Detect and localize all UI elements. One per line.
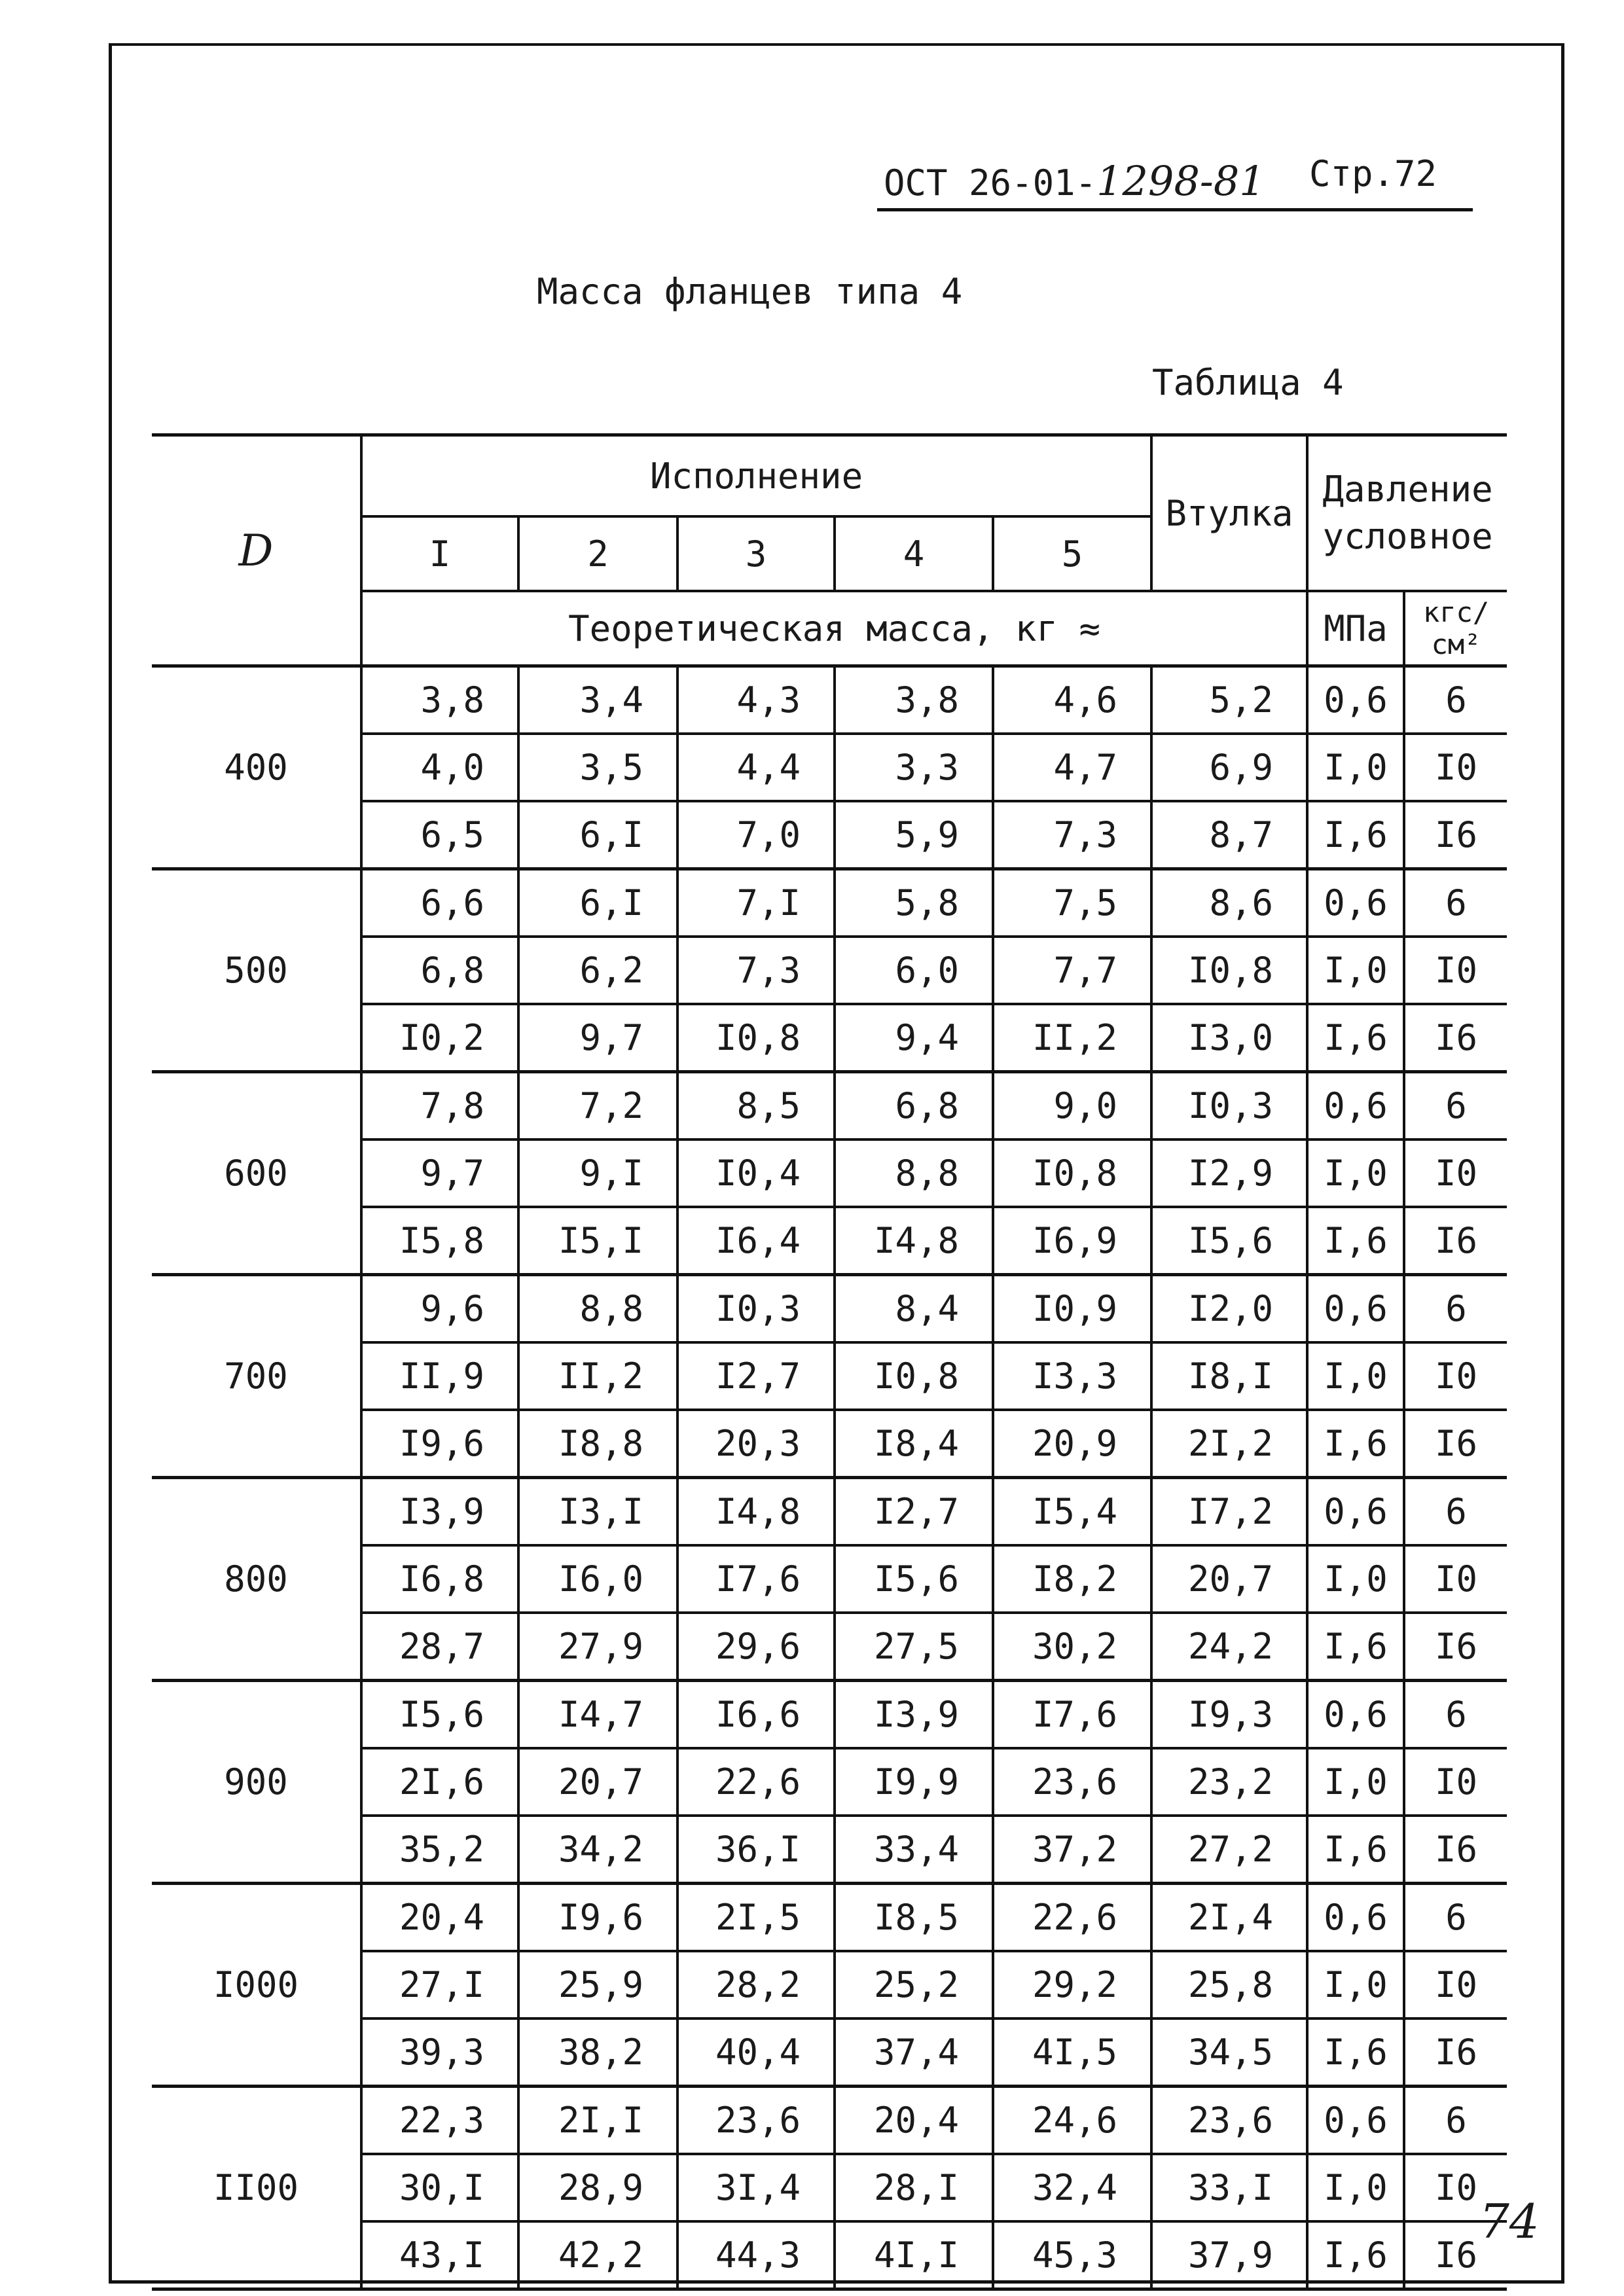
mass-ispolnenie-2-cell: 3,5 xyxy=(518,734,677,801)
mass-vtulka-cell: 27,2 xyxy=(1151,1816,1307,1884)
pressure-kgf-cell: 6 xyxy=(1404,1072,1507,1140)
mass-ispolnenie-3-cell: I0,4 xyxy=(677,1139,835,1207)
mass-vtulka-cell: I2,0 xyxy=(1151,1275,1307,1343)
col-header-2: 2 xyxy=(518,516,677,591)
mass-ispolnenie-2-cell: I3,I xyxy=(518,1478,677,1546)
mass-ispolnenie-1-cell: II,9 xyxy=(361,1342,518,1410)
mass-ispolnenie-1-cell: 9,7 xyxy=(361,1139,518,1207)
mass-ispolnenie-4-cell: 8,4 xyxy=(835,1275,993,1343)
document-title: Масса фланцев типа 4 xyxy=(537,271,963,312)
mass-ispolnenie-4-cell: 6,0 xyxy=(835,937,993,1004)
table-row xyxy=(152,666,1507,734)
mass-vtulka-cell: I0,3 xyxy=(1151,1072,1307,1140)
mass-ispolnenie-2-cell: 3,4 xyxy=(518,666,677,734)
mass-vtulka-cell: 8,6 xyxy=(1151,869,1307,937)
mass-ispolnenie-4-cell: I9,9 xyxy=(835,1748,993,1816)
mass-ispolnenie-2-cell: I8,8 xyxy=(518,1410,677,1478)
pressure-mpa-cell: I,6 xyxy=(1307,2018,1404,2087)
mass-ispolnenie-4-cell: 3,3 xyxy=(835,734,993,801)
mass-ispolnenie-1-cell: 20,4 xyxy=(361,1884,518,1952)
mass-ispolnenie-4-cell: 27,5 xyxy=(835,1613,993,1681)
mass-ispolnenie-5-cell: 7,5 xyxy=(993,869,1151,937)
mass-ispolnenie-4-cell: 25,2 xyxy=(835,1951,993,2018)
diameter-cell: 900 xyxy=(152,1681,361,1884)
mass-ispolnenie-5-cell: I8,2 xyxy=(993,1545,1151,1613)
mass-ispolnenie-2-cell: 34,2 xyxy=(518,1816,677,1884)
mass-ispolnenie-3-cell: I4,8 xyxy=(677,1478,835,1546)
table-row xyxy=(152,1072,1507,1140)
mass-ispolnenie-3-cell: 23,6 xyxy=(677,2087,835,2155)
mass-ispolnenie-3-cell: 7,3 xyxy=(677,937,835,1004)
mass-ispolnenie-5-cell: 23,6 xyxy=(993,1748,1151,1816)
col-header-5: 5 xyxy=(993,516,1151,591)
standard-number: ОСТ 26-01-1298-81 xyxy=(884,157,1265,205)
pressure-mpa-cell: I,6 xyxy=(1307,1613,1404,1681)
diameter-cell: II00 xyxy=(152,2087,361,2289)
mass-ispolnenie-2-cell: 25,9 xyxy=(518,1951,677,2018)
mass-ispolnenie-5-cell: 4,6 xyxy=(993,666,1151,734)
pressure-kgf-cell: 6 xyxy=(1404,1884,1507,1952)
mass-ispolnenie-5-cell: 7,7 xyxy=(993,937,1151,1004)
pressure-mpa-cell: I,0 xyxy=(1307,1342,1404,1410)
table-label: Таблица 4 xyxy=(1152,362,1344,403)
mass-ispolnenie-5-cell: 24,6 xyxy=(993,2087,1151,2155)
mass-ispolnenie-1-cell: 6,6 xyxy=(361,869,518,937)
mass-ispolnenie-2-cell: 6,2 xyxy=(518,937,677,1004)
diameter-cell: 500 xyxy=(152,869,361,1072)
mass-ispolnenie-5-cell: I3,3 xyxy=(993,1342,1151,1410)
mass-ispolnenie-1-cell: 22,3 xyxy=(361,2087,518,2155)
diameter-cell: 800 xyxy=(152,1478,361,1681)
mass-ispolnenie-2-cell: 38,2 xyxy=(518,2018,677,2087)
mass-ispolnenie-3-cell: 7,0 xyxy=(677,801,835,869)
table-row xyxy=(152,2087,1507,2155)
pressure-kgf-cell: 6 xyxy=(1404,1275,1507,1343)
mass-ispolnenie-3-cell: I2,7 xyxy=(677,1342,835,1410)
mass-ispolnenie-4-cell: 9,4 xyxy=(835,1004,993,1072)
diameter-cell: 400 xyxy=(152,666,361,869)
mass-ispolnenie-2-cell: I6,0 xyxy=(518,1545,677,1613)
mass-ispolnenie-1-cell: 9,6 xyxy=(361,1275,518,1343)
mass-ispolnenie-5-cell: I7,6 xyxy=(993,1681,1151,1749)
flange-mass-table xyxy=(152,433,1507,2291)
pressure-mpa-cell: I,6 xyxy=(1307,2221,1404,2289)
mass-vtulka-cell: I3,0 xyxy=(1151,1004,1307,1072)
mass-ispolnenie-5-cell: I6,9 xyxy=(993,1207,1151,1275)
pressure-kgf-cell: I0 xyxy=(1404,2154,1507,2221)
pressure-kgf-cell: I0 xyxy=(1404,1139,1507,1207)
mass-ispolnenie-3-cell: 4,3 xyxy=(677,666,835,734)
pressure-mpa-cell: I,0 xyxy=(1307,1139,1404,1207)
mass-ispolnenie-3-cell: 28,2 xyxy=(677,1951,835,2018)
mass-vtulka-cell: 6,9 xyxy=(1151,734,1307,801)
pressure-kgf-cell: I0 xyxy=(1404,1545,1507,1613)
mass-ispolnenie-3-cell: 29,6 xyxy=(677,1613,835,1681)
mass-ispolnenie-5-cell: 37,2 xyxy=(993,1816,1151,1884)
mass-ispolnenie-2-cell: 9,7 xyxy=(518,1004,677,1072)
mass-ispolnenie-1-cell: 43,I xyxy=(361,2221,518,2289)
document-header xyxy=(877,149,1473,211)
mass-ispolnenie-1-cell: I5,6 xyxy=(361,1681,518,1749)
mass-ispolnenie-2-cell: II,2 xyxy=(518,1342,677,1410)
table-row xyxy=(152,1275,1507,1343)
pressure-mpa-cell: 0,6 xyxy=(1307,1072,1404,1140)
mass-ispolnenie-5-cell: I0,9 xyxy=(993,1275,1151,1343)
handwritten-page-mark: 74 xyxy=(1479,2194,1540,2249)
pressure-mpa-cell: I,0 xyxy=(1307,937,1404,1004)
mass-vtulka-cell: I5,6 xyxy=(1151,1207,1307,1275)
mass-ispolnenie-4-cell: 5,8 xyxy=(835,869,993,937)
pressure-mpa-cell: 0,6 xyxy=(1307,1275,1404,1343)
mass-ispolnenie-4-cell: I4,8 xyxy=(835,1207,993,1275)
mass-vtulka-cell: 25,8 xyxy=(1151,1951,1307,2018)
mass-ispolnenie-4-cell: I5,6 xyxy=(835,1545,993,1613)
mass-ispolnenie-1-cell: I5,8 xyxy=(361,1207,518,1275)
pressure-mpa-cell: I,0 xyxy=(1307,1748,1404,1816)
mass-ispolnenie-3-cell: I0,3 xyxy=(677,1275,835,1343)
mass-ispolnenie-3-cell: 44,3 xyxy=(677,2221,835,2289)
mass-vtulka-cell: I9,3 xyxy=(1151,1681,1307,1749)
pressure-kgf-cell: I6 xyxy=(1404,801,1507,869)
pressure-kgf-cell: I6 xyxy=(1404,2018,1507,2087)
pressure-mpa-cell: I,0 xyxy=(1307,1951,1404,2018)
pressure-mpa-cell: I,0 xyxy=(1307,734,1404,801)
mass-ispolnenie-1-cell: 35,2 xyxy=(361,1816,518,1884)
mass-ispolnenie-4-cell: 5,9 xyxy=(835,801,993,869)
mass-vtulka-cell: 5,2 xyxy=(1151,666,1307,734)
mass-ispolnenie-2-cell: 9,I xyxy=(518,1139,677,1207)
mass-ispolnenie-3-cell: 2I,5 xyxy=(677,1884,835,1952)
pressure-kgf-cell: I0 xyxy=(1404,937,1507,1004)
pressure-mpa-cell: 0,6 xyxy=(1307,1681,1404,1749)
mass-ispolnenie-1-cell: 27,I xyxy=(361,1951,518,2018)
mass-ispolnenie-1-cell: 6,8 xyxy=(361,937,518,1004)
mass-ispolnenie-5-cell: 29,2 xyxy=(993,1951,1151,2018)
pressure-kgf-cell: 6 xyxy=(1404,666,1507,734)
mass-vtulka-cell: 8,7 xyxy=(1151,801,1307,869)
mass-ispolnenie-3-cell: 7,I xyxy=(677,869,835,937)
table-row xyxy=(152,1884,1507,1952)
pressure-kgf-cell: I0 xyxy=(1404,1342,1507,1410)
diameter-cell: I000 xyxy=(152,1884,361,2087)
mass-ispolnenie-1-cell: 4,0 xyxy=(361,734,518,801)
table-row xyxy=(152,1681,1507,1749)
page-number: Стр.72 xyxy=(1309,153,1437,194)
pressure-mpa-cell: I,0 xyxy=(1307,2154,1404,2221)
table-row xyxy=(152,869,1507,937)
mass-ispolnenie-3-cell: 4,4 xyxy=(677,734,835,801)
mass-ispolnenie-2-cell: 42,2 xyxy=(518,2221,677,2289)
mass-ispolnenie-5-cell: 32,4 xyxy=(993,2154,1151,2221)
pressure-kgf-cell: I6 xyxy=(1404,1410,1507,1478)
mass-vtulka-cell: I8,I xyxy=(1151,1342,1307,1410)
mass-ispolnenie-3-cell: I0,8 xyxy=(677,1004,835,1072)
mass-vtulka-cell: 37,9 xyxy=(1151,2221,1307,2289)
mass-ispolnenie-3-cell: 40,4 xyxy=(677,2018,835,2087)
mass-ispolnenie-4-cell: 4I,I xyxy=(835,2221,993,2289)
mass-ispolnenie-5-cell: 4I,5 xyxy=(993,2018,1151,2087)
mass-ispolnenie-1-cell: 3,8 xyxy=(361,666,518,734)
mass-ispolnenie-4-cell: 20,4 xyxy=(835,2087,993,2155)
mass-vtulka-cell: 24,2 xyxy=(1151,1613,1307,1681)
diameter-cell: 600 xyxy=(152,1072,361,1275)
mass-ispolnenie-2-cell: 6,I xyxy=(518,801,677,869)
pressure-kgf-cell: 6 xyxy=(1404,1478,1507,1546)
mass-ispolnenie-3-cell: 20,3 xyxy=(677,1410,835,1478)
pressure-mpa-cell: I,0 xyxy=(1307,1545,1404,1613)
mass-ispolnenie-5-cell: 4,7 xyxy=(993,734,1151,801)
pressure-mpa-cell: I,6 xyxy=(1307,1207,1404,1275)
mass-ispolnenie-5-cell: 20,9 xyxy=(993,1410,1151,1478)
ispolnenie-header: Исполнение xyxy=(361,435,1151,517)
standard-number-handwritten: 1298-81 xyxy=(1096,157,1265,205)
pressure-mpa-cell: 0,6 xyxy=(1307,666,1404,734)
unit-kgf-cm2: кгс/см² xyxy=(1404,591,1507,666)
mass-ispolnenie-1-cell: 28,7 xyxy=(361,1613,518,1681)
mass-ispolnenie-3-cell: 22,6 xyxy=(677,1748,835,1816)
pressure-kgf-cell: I6 xyxy=(1404,2221,1507,2289)
pressure-kgf-cell: I0 xyxy=(1404,1748,1507,1816)
mass-ispolnenie-1-cell: 2I,6 xyxy=(361,1748,518,1816)
mass-vtulka-cell: 20,7 xyxy=(1151,1545,1307,1613)
pressure-mpa-cell: I,6 xyxy=(1307,1816,1404,1884)
mass-ispolnenie-4-cell: I8,5 xyxy=(835,1884,993,1952)
unit-mpa: МПа xyxy=(1307,591,1404,666)
theoretical-mass-header: Теоретическая масса, кг ≈ xyxy=(361,591,1307,666)
mass-ispolnenie-1-cell: I9,6 xyxy=(361,1410,518,1478)
mass-ispolnenie-1-cell: 6,5 xyxy=(361,801,518,869)
col-header-1: I xyxy=(361,516,518,591)
mass-ispolnenie-1-cell: I0,2 xyxy=(361,1004,518,1072)
col-header-3: 3 xyxy=(677,516,835,591)
mass-ispolnenie-4-cell: 8,8 xyxy=(835,1139,993,1207)
mass-ispolnenie-2-cell: 6,I xyxy=(518,869,677,937)
mass-vtulka-cell: 33,I xyxy=(1151,2154,1307,2221)
pressure-mpa-cell: I,6 xyxy=(1307,801,1404,869)
mass-ispolnenie-4-cell: 6,8 xyxy=(835,1072,993,1140)
mass-ispolnenie-2-cell: 20,7 xyxy=(518,1748,677,1816)
mass-vtulka-cell: I0,8 xyxy=(1151,937,1307,1004)
pressure-kgf-cell: I0 xyxy=(1404,734,1507,801)
col-header-4: 4 xyxy=(835,516,993,591)
mass-ispolnenie-4-cell: I0,8 xyxy=(835,1342,993,1410)
pressure-kgf-cell: 6 xyxy=(1404,869,1507,937)
col-d-header: D xyxy=(152,435,361,666)
mass-vtulka-cell: 23,2 xyxy=(1151,1748,1307,1816)
mass-ispolnenie-5-cell: II,2 xyxy=(993,1004,1151,1072)
mass-ispolnenie-1-cell: I6,8 xyxy=(361,1545,518,1613)
mass-ispolnenie-4-cell: 33,4 xyxy=(835,1816,993,1884)
mass-vtulka-cell: 2I,4 xyxy=(1151,1884,1307,1952)
mass-ispolnenie-1-cell: 7,8 xyxy=(361,1072,518,1140)
vtulka-header: Втулка xyxy=(1151,435,1307,592)
pressure-kgf-cell: I6 xyxy=(1404,1613,1507,1681)
pressure-kgf-cell: I0 xyxy=(1404,1951,1507,2018)
pressure-kgf-cell: 6 xyxy=(1404,2087,1507,2155)
mass-ispolnenie-2-cell: I4,7 xyxy=(518,1681,677,1749)
mass-ispolnenie-4-cell: I3,9 xyxy=(835,1681,993,1749)
table-row xyxy=(152,1478,1507,1546)
mass-ispolnenie-3-cell: I7,6 xyxy=(677,1545,835,1613)
mass-vtulka-cell: I2,9 xyxy=(1151,1139,1307,1207)
mass-ispolnenie-2-cell: 7,2 xyxy=(518,1072,677,1140)
mass-vtulka-cell: 34,5 xyxy=(1151,2018,1307,2087)
mass-ispolnenie-4-cell: I8,4 xyxy=(835,1410,993,1478)
mass-ispolnenie-4-cell: 28,I xyxy=(835,2154,993,2221)
mass-ispolnenie-1-cell: 30,I xyxy=(361,2154,518,2221)
mass-ispolnenie-3-cell: 8,5 xyxy=(677,1072,835,1140)
mass-ispolnenie-2-cell: I9,6 xyxy=(518,1884,677,1952)
mass-ispolnenie-1-cell: 39,3 xyxy=(361,2018,518,2087)
mass-ispolnenie-3-cell: I6,4 xyxy=(677,1207,835,1275)
mass-vtulka-cell: I7,2 xyxy=(1151,1478,1307,1546)
mass-ispolnenie-2-cell: 2I,I xyxy=(518,2087,677,2155)
mass-ispolnenie-5-cell: I0,8 xyxy=(993,1139,1151,1207)
mass-vtulka-cell: 2I,2 xyxy=(1151,1410,1307,1478)
mass-ispolnenie-5-cell: 22,6 xyxy=(993,1884,1151,1952)
mass-ispolnenie-5-cell: 9,0 xyxy=(993,1072,1151,1140)
mass-ispolnenie-3-cell: 3I,4 xyxy=(677,2154,835,2221)
pressure-mpa-cell: 0,6 xyxy=(1307,869,1404,937)
mass-ispolnenie-4-cell: 37,4 xyxy=(835,2018,993,2087)
pressure-mpa-cell: 0,6 xyxy=(1307,1884,1404,1952)
mass-ispolnenie-2-cell: I5,I xyxy=(518,1207,677,1275)
mass-ispolnenie-2-cell: 27,9 xyxy=(518,1613,677,1681)
pressure-kgf-cell: I6 xyxy=(1404,1816,1507,1884)
pressure-kgf-cell: I6 xyxy=(1404,1004,1507,1072)
pressure-mpa-cell: 0,6 xyxy=(1307,2087,1404,2155)
mass-vtulka-cell: 23,6 xyxy=(1151,2087,1307,2155)
mass-ispolnenie-4-cell: I2,7 xyxy=(835,1478,993,1546)
pressure-mpa-cell: I,6 xyxy=(1307,1410,1404,1478)
mass-ispolnenie-4-cell: 3,8 xyxy=(835,666,993,734)
pressure-kgf-cell: I6 xyxy=(1404,1207,1507,1275)
mass-ispolnenie-5-cell: I5,4 xyxy=(993,1478,1151,1546)
mass-ispolnenie-1-cell: I3,9 xyxy=(361,1478,518,1546)
mass-ispolnenie-3-cell: I6,6 xyxy=(677,1681,835,1749)
mass-ispolnenie-3-cell: 36,I xyxy=(677,1816,835,1884)
pressure-mpa-cell: 0,6 xyxy=(1307,1478,1404,1546)
pressure-mpa-cell: I,6 xyxy=(1307,1004,1404,1072)
diameter-cell: 700 xyxy=(152,1275,361,1478)
mass-ispolnenie-5-cell: 7,3 xyxy=(993,801,1151,869)
davlenie-header: Давление условное xyxy=(1307,435,1507,592)
mass-ispolnenie-5-cell: 30,2 xyxy=(993,1613,1151,1681)
pressure-kgf-cell: 6 xyxy=(1404,1681,1507,1749)
mass-ispolnenie-2-cell: 28,9 xyxy=(518,2154,677,2221)
mass-ispolnenie-5-cell: 45,3 xyxy=(993,2221,1151,2289)
mass-ispolnenie-2-cell: 8,8 xyxy=(518,1275,677,1343)
